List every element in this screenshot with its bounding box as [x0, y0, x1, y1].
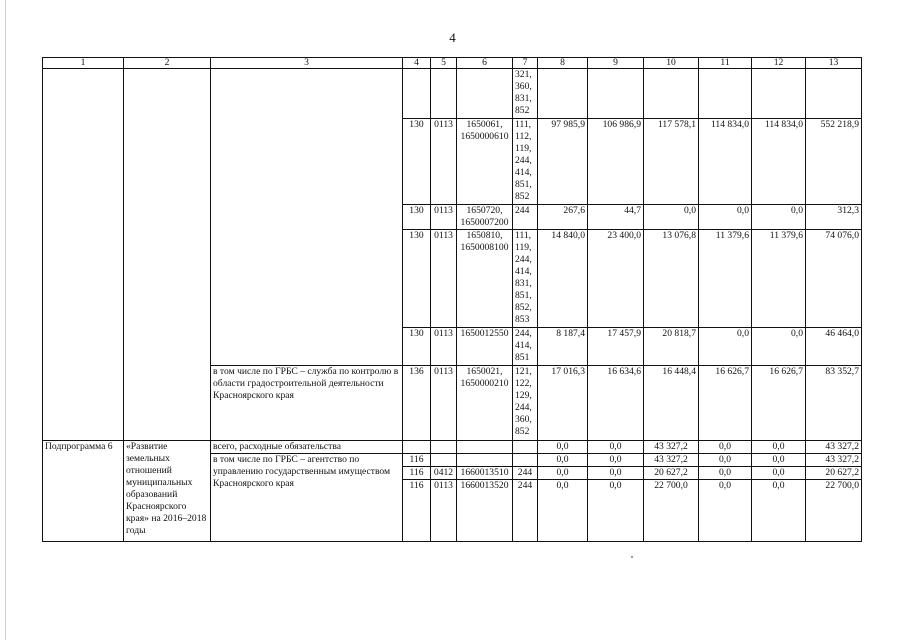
cell-value: 20 627,2	[806, 467, 862, 480]
header-cell: 11	[699, 58, 752, 69]
table-row	[43, 69, 862, 119]
cell-value: 23 400,0	[588, 230, 644, 328]
code-item: 244	[515, 205, 530, 216]
cell-col7	[513, 69, 538, 119]
code-item: 119,	[515, 242, 532, 253]
code-item: 121,	[515, 366, 532, 377]
cell-value: 114 834,0	[752, 119, 806, 205]
table-row	[43, 441, 862, 454]
cell-col4: 116	[403, 454, 431, 467]
cell-value: 46 464,0	[806, 328, 862, 366]
cell-col7	[513, 454, 538, 467]
cell-value: 43 327,2	[644, 454, 699, 467]
cell-value: 97 985,9	[538, 119, 588, 205]
cell-value: 117 578,1	[644, 119, 699, 205]
cell-col4: 130	[403, 230, 431, 328]
cell-col3	[211, 69, 403, 366]
budget-table	[42, 57, 862, 542]
header-cell: 2	[124, 58, 211, 69]
cell-value: 0,0	[752, 467, 806, 480]
cell-col4: 116	[403, 480, 431, 542]
cell-col5	[431, 441, 457, 454]
code-item: 360,	[515, 81, 532, 92]
cell-value: 16 626,7	[752, 366, 806, 441]
cell-value: 0,0	[588, 454, 644, 467]
cell-col5: 0113	[431, 480, 457, 542]
table-header-row	[43, 58, 862, 69]
cell-col5	[431, 69, 457, 119]
scan-speck	[631, 556, 633, 558]
cell-value: 0,0	[699, 205, 752, 230]
cell-value	[752, 69, 806, 119]
cell-value	[538, 69, 588, 119]
cell-value: 0,0	[588, 441, 644, 454]
cell-value: 0,0	[538, 441, 588, 454]
cell-value: 0,0	[538, 467, 588, 480]
grbs-service-label: в том числе по ГРБС – служба по контролю в области градостроительной деятельности Красноярского края	[211, 366, 403, 441]
cell-col6: 1660013520	[457, 480, 513, 542]
code-item: 321,	[515, 69, 532, 80]
code-item: 852	[515, 191, 530, 202]
header-cell: 5	[431, 58, 457, 69]
cell-value: 312,3	[806, 205, 862, 230]
code-item: 414,	[515, 167, 532, 178]
cell-value: 0,0	[752, 205, 806, 230]
cell-value: 0,0	[752, 328, 806, 366]
header-cell: 4	[403, 58, 431, 69]
code-item: 119,	[515, 143, 532, 154]
cell-value: 22 700,0	[644, 480, 699, 542]
code-item: 122,	[515, 378, 532, 389]
code-item: 111,	[515, 230, 532, 241]
code-item: 853	[515, 314, 530, 325]
cell-col4	[403, 441, 431, 454]
cell-value: 0,0	[588, 480, 644, 542]
cell-value: 0,0	[538, 480, 588, 542]
cell-value	[588, 69, 644, 119]
header-cell: 1	[43, 58, 124, 69]
code-item: 414,	[515, 266, 532, 277]
header-cell: 3	[211, 58, 403, 69]
code-item: 244,	[515, 328, 532, 339]
code-item: 851,	[515, 290, 532, 301]
cell-value	[699, 69, 752, 119]
subprogram-title: «Развитие земельных отношений муниципальных образований Красноярского края» на 2016–2018 годы	[124, 441, 211, 542]
total-obligations-label: всего, расходные обязательства	[211, 441, 403, 454]
cell-col5: 0113	[431, 366, 457, 441]
cell-value: 11 379,6	[699, 230, 752, 328]
cell-value: 0,0	[752, 454, 806, 467]
cell-col4	[403, 69, 431, 119]
cell-value: 267,6	[538, 205, 588, 230]
code-item: 851,	[515, 179, 532, 190]
cell-value: 0,0	[699, 467, 752, 480]
cell-value: 16 634,6	[588, 366, 644, 441]
cell-value: 0,0	[699, 328, 752, 366]
page-number: 4	[449, 30, 456, 45]
code-item: 851	[515, 352, 530, 363]
cell-value: 20 818,7	[644, 328, 699, 366]
cell-value: 114 834,0	[699, 119, 752, 205]
cell-col7	[513, 119, 538, 205]
header-cell: 8	[538, 58, 588, 69]
cell-value: 0,0	[699, 441, 752, 454]
cell-value: 20 627,2	[644, 467, 699, 480]
cell-col6: 1650012550	[457, 328, 513, 366]
cell-col5	[431, 454, 457, 467]
cell-col6: 1650061, 1650000610	[457, 119, 513, 205]
cell-col4: 136	[403, 366, 431, 441]
code-item: 111,	[515, 119, 532, 130]
cell-col6: 1650720, 1650007200	[457, 205, 513, 230]
cell-value	[644, 69, 699, 119]
cell-col6: 1650810, 1650008100	[457, 230, 513, 328]
cell-col1	[43, 69, 124, 441]
cell-col5: 0113	[431, 119, 457, 205]
cell-col6: 1650021, 1650000210	[457, 366, 513, 441]
cell-col7	[513, 366, 538, 441]
cell-value: 11 379,6	[752, 230, 806, 328]
code-item: 852	[515, 105, 530, 116]
cell-col6	[457, 441, 513, 454]
header-cell: 12	[752, 58, 806, 69]
cell-value: 0,0	[644, 205, 699, 230]
cell-value: 43 327,2	[806, 441, 862, 454]
cell-value: 8 187,4	[538, 328, 588, 366]
cell-col4: 130	[403, 119, 431, 205]
code-item: 852,	[515, 302, 532, 313]
cell-value: 106 986,9	[588, 119, 644, 205]
code-item: 852	[515, 426, 530, 437]
code-item: 112,	[515, 131, 532, 142]
cell-col4: 130	[403, 205, 431, 230]
cell-value: 16 626,7	[699, 366, 752, 441]
cell-value: 0,0	[752, 441, 806, 454]
cell-value: 17 016,3	[538, 366, 588, 441]
code-item: 244,	[515, 155, 532, 166]
cell-col5: 0113	[431, 205, 457, 230]
cell-col6: 1660013510	[457, 467, 513, 480]
code-item: 360,	[515, 414, 532, 425]
cell-value: 74 076,0	[806, 230, 862, 328]
cell-col2	[124, 69, 211, 441]
cell-col6	[457, 69, 513, 119]
scan-left-edge	[5, 0, 6, 640]
cell-col7	[513, 441, 538, 454]
code-item: 831,	[515, 278, 532, 289]
cell-value: 43 327,2	[644, 441, 699, 454]
cell-value: 16 448,4	[644, 366, 699, 441]
cell-col4: 130	[403, 328, 431, 366]
cell-value: 43 327,2	[806, 454, 862, 467]
header-cell: 10	[644, 58, 699, 69]
cell-value: 0,0	[699, 454, 752, 467]
cell-value: 13 076,8	[644, 230, 699, 328]
cell-col7	[513, 328, 538, 366]
cell-col7	[513, 230, 538, 328]
cell-col6	[457, 454, 513, 467]
cell-value: 17 457,9	[588, 328, 644, 366]
cell-col5: 0113	[431, 328, 457, 366]
code-item: 244,	[515, 254, 532, 265]
cell-col7	[513, 205, 538, 230]
cell-value: 44,7	[588, 205, 644, 230]
cell-value: 552 218,9	[806, 119, 862, 205]
header-cell: 6	[457, 58, 513, 69]
cell-value: 0,0	[588, 467, 644, 480]
code-item: 129,	[515, 390, 532, 401]
cell-col7: 244	[513, 467, 538, 480]
cell-col7: 244	[513, 480, 538, 542]
cell-value	[806, 69, 862, 119]
code-item: 414,	[515, 340, 532, 351]
code-item: 244,	[515, 402, 532, 413]
cell-value: 22 700,0	[806, 480, 862, 542]
cell-value: 14 840,0	[538, 230, 588, 328]
cell-value: 83 352,7	[806, 366, 862, 441]
grbs-agency-label: в том числе по ГРБС – агентство по управлению государственным имуществом Красноярского края	[211, 454, 403, 542]
header-cell: 7	[513, 58, 538, 69]
cell-value: 0,0	[699, 480, 752, 542]
cell-value: 0,0	[752, 480, 806, 542]
cell-col5: 0412	[431, 467, 457, 480]
cell-col4: 116	[403, 467, 431, 480]
subprogram-label: Подпрограмма 6	[43, 441, 124, 542]
cell-value: 0,0	[538, 454, 588, 467]
header-cell: 13	[806, 58, 862, 69]
code-item: 831,	[515, 93, 532, 104]
cell-col5: 0113	[431, 230, 457, 328]
header-cell: 9	[588, 58, 644, 69]
